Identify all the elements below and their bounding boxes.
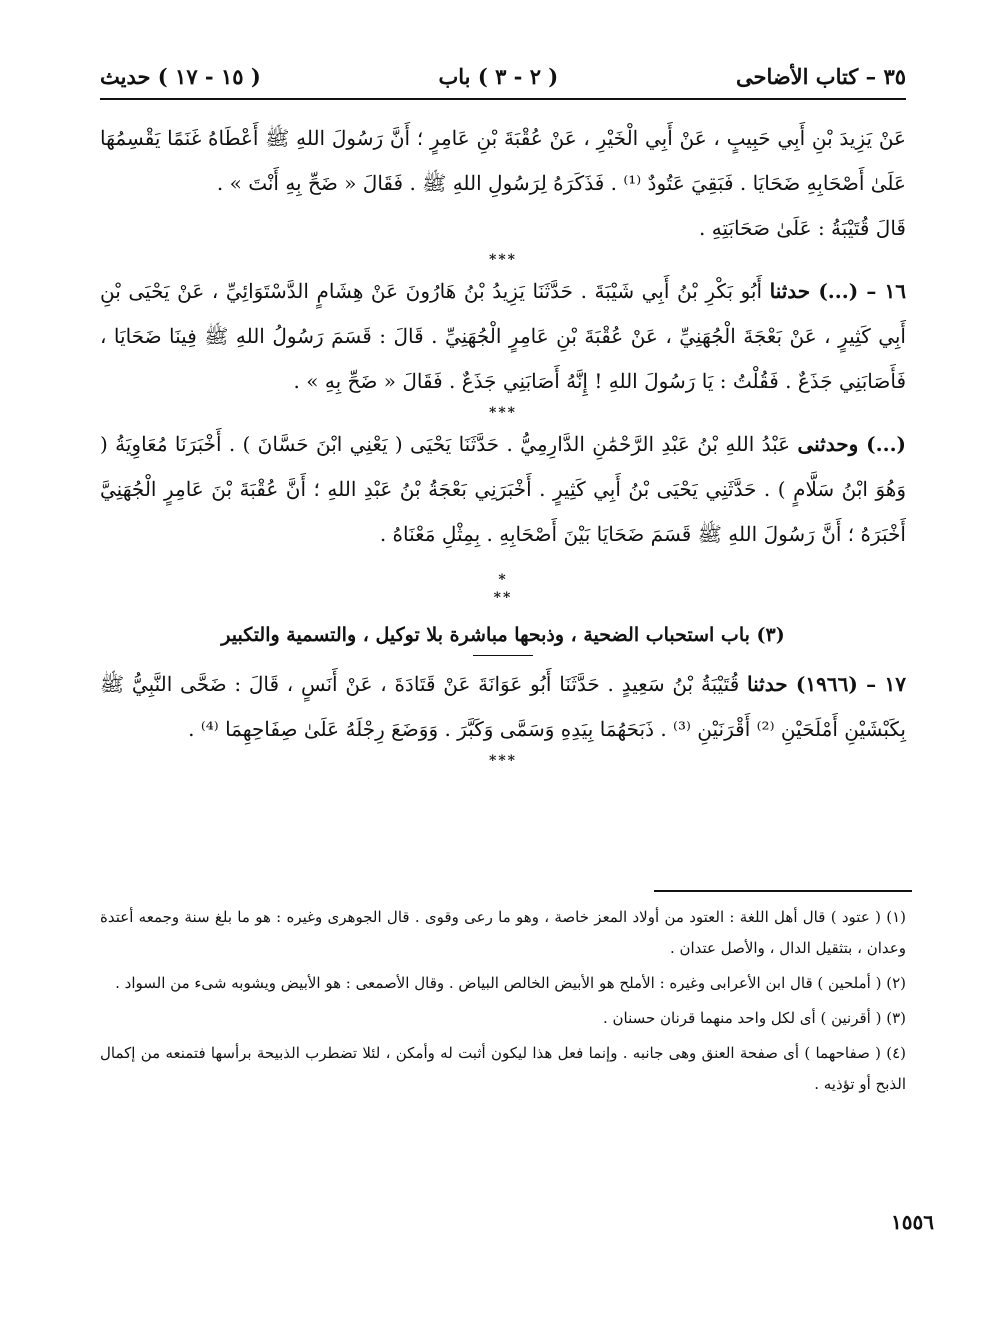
paragraph-text: عَبْدُ اللهِ بْنُ عَبْدِ الرَّحْمَٰنِ الدَّارِمِيُّ . حَدَّثَنَا يَحْيَى ( يَعْنِي ابْنَ حَسَّانَ ) . أَخْبَرَنَا مُعَاوِيَةُ ( وَهُوَ ابْنُ سَلَّامٍ ) . حَدَّثَنِي يَحْيَى بْنُ أَبِي كَثِيرٍ . أَخْبَرَنِي بَعْجَةُ بْنُ عَبْدِ اللهِ ؛ أَنَّ عُقْبَةَ بْنَ عَامِرٍ الْجُهَنِيَّ أَخْبَرَهُ ؛ أَنَّ رَسُولَ اللهِ ﷺ قَسَمَ ضَحَايَا بَيْنَ أَصْحَابِهِ . بِمِثْلِ مَعْنَاهُ . (100, 432, 906, 546)
paragraph-text: أَبُو بَكْرِ بْنُ أَبِي شَيْبَةَ . حَدَّثَنَا يَزِيدُ بْنُ هَارُونَ عَنْ هِشَامٍ الدَّسْتَوَائِيِّ ، عَنْ يَحْيَى بْنِ أَبِي كَثِيرٍ ، عَنْ بَعْجَةَ الْجُهَنِيِّ ، عَنْ عُقْبَةَ بْنِ عَامِرٍ الْجُهَنِيِّ . قَالَ : قَسَمَ رَسُولُ اللهِ ﷺ فِينَا ضَحَايَا ، فَأَصَابَنِي جَذَعٌ . فَقُلْتُ : يَا رَسُولَ اللهِ ! إِنَّهُ أَصَابَنِي جَذَعٌ . فَقَالَ « ضَحِّ بِهِ » . (100, 279, 906, 393)
paragraph-note (100, 206, 906, 251)
paragraph-text: قَالَ قُتَيْبَةُ : عَلَىٰ صَحَابَتِهِ . (699, 216, 906, 240)
page-number: ١٥٥٦ (891, 1210, 934, 1234)
section-separator: *** (489, 405, 517, 421)
section-separator: *** (489, 753, 517, 769)
hadith-16 (100, 269, 906, 404)
paragraph-text: عَنْ يَزِيدَ بْنِ أَبِي حَبِيبٍ ، عَنْ أَبِي الْخَيْرِ ، عَنْ عُقْبَةَ بْنِ عَامِرٍ ؛ أَنَّ رَسُولَ اللهِ ﷺ أَعْطَاهُ غَنَمًا يَقْسِمُهَا عَلَىٰ أَصْحَابِهِ ضَحَايَا . فَبَقِيَ عَتُودٌ ⁽¹⁾ . فَذَكَرَهُ لِرَسُولِ اللهِ ﷺ . فَقَالَ « ضَحِّ بِهِ أَنْتَ » . (100, 126, 906, 195)
hadith-16-variant (100, 422, 906, 557)
hadith-number: ١٦ – (...) حدثنا (769, 279, 906, 303)
main-text (100, 116, 906, 770)
section-separator: *** (489, 252, 517, 268)
hadith-number: ١٧ – (١٩٦٦) حدثنا (747, 672, 906, 696)
header-rule (100, 98, 906, 100)
footnote-3: (٣) ( أقرنين ) أى لكل واحد منهما قرنان حسنان . (602, 1009, 906, 1027)
header-chapter-range: ( ٢ - ٣ ) باب (438, 63, 559, 89)
chapter-rule (473, 655, 533, 656)
chapter-separator: * ** (493, 572, 513, 606)
paragraph-continued (100, 116, 906, 206)
chapter-heading: (٣) باب استحباب الضحية ، وذبحها مباشرة بلا توكيل ، والتسمية والتكبير (221, 624, 785, 646)
header-book-title: ٣٥ – كتاب الأضاحى (735, 63, 906, 89)
header-hadith-range: ( ١٥ - ١٧ ) حديث (100, 63, 261, 89)
footnote-rule (654, 890, 912, 892)
footnote-4: (٤) ( صفاحهما ) أى صفحة العنق وهى جانبه . وإنما فعل هذا ليكون أثبت له وأمكن ، لئلا تضطرب الذبيحة برأسها فتمنعه من إكمال الذبح أو تؤذيه . (100, 1044, 906, 1093)
paragraph-text: قُتَيْبَةُ بْنُ سَعِيدٍ . حَدَّثَنَا أَبُو عَوَانَةَ عَنْ قَتَادَةَ ، عَنْ أَنَسٍ ، قَالَ : ضَحَّى النَّبِيُّ ﷺ بِكَبْشَيْنِ أَمْلَحَيْنِ ⁽²⁾ أَقْرَنَيْنِ ⁽³⁾ . ذَبَحَهُمَا بِيَدِهِ وَسَمَّى وَكَبَّرَ . وَوَضَعَ رِجْلَهُ عَلَىٰ صِفَاحِهِمَا ⁽⁴⁾ . (100, 672, 906, 741)
footnote-2: (٢) ( أملحين ) قال ابن الأعرابى وغيره : الأملح هو الأبيض الخالص البياض . وقال الأصمعى : هو الأبيض ويشوبه شىء من السواد . (115, 974, 906, 992)
running-header (100, 58, 906, 94)
footnotes (100, 902, 906, 1104)
footnote-1: (١) ( عتود ) قال أهل اللغة : العتود من أولاد المعز خاصة ، وهو ما رعى وقوى . قال الجوهرى وغيره : هو ما بلغ سنة وجمعه أعتدة وعدان ، بتثقيل الدال ، والأصل عتدان . (100, 908, 906, 957)
hadith-17 (100, 662, 906, 752)
hadith-number: (...) وحدثنى (797, 432, 906, 456)
